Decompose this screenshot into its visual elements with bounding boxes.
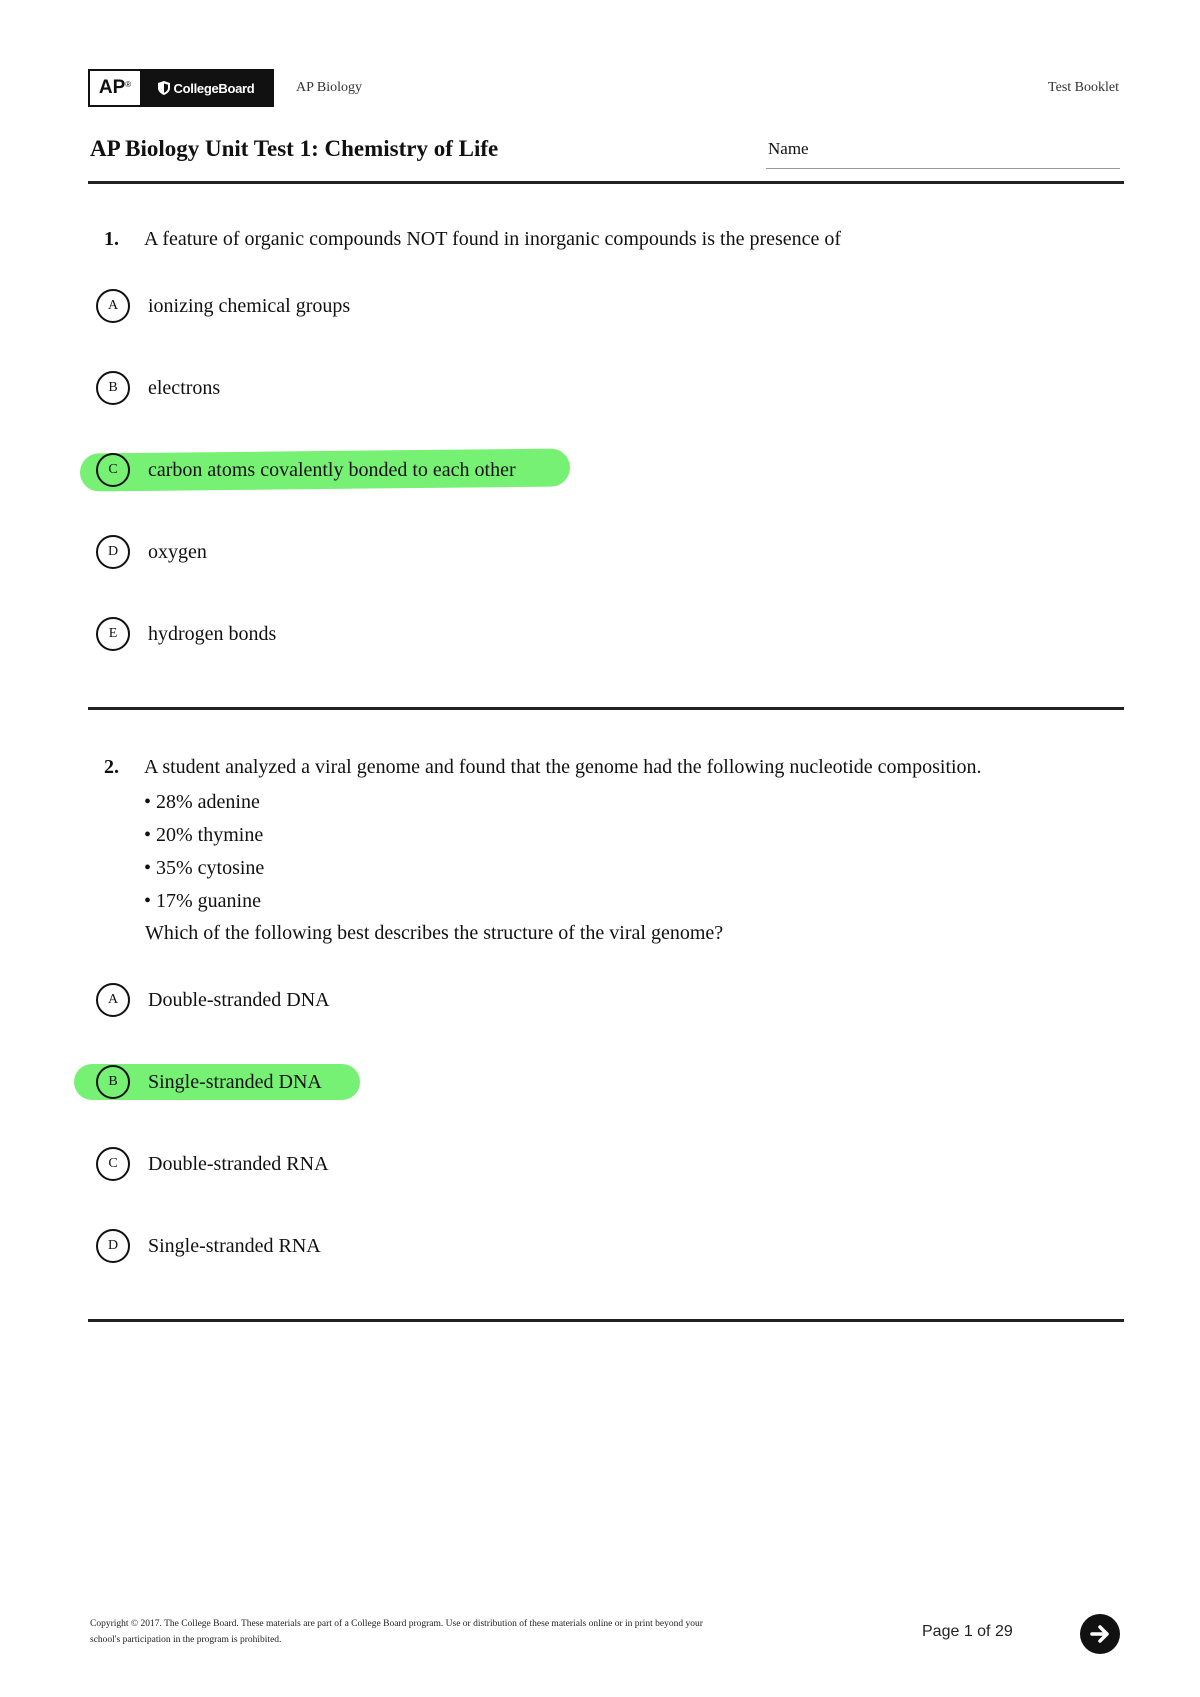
answer-bubble[interactable]: E bbox=[96, 617, 130, 651]
next-page-button[interactable] bbox=[1080, 1614, 1120, 1654]
list-item: • 28% adenine bbox=[144, 791, 260, 813]
choice-text: ionizing chemical groups bbox=[148, 294, 351, 317]
question-1-stem bbox=[104, 228, 841, 251]
q2-choice-a[interactable] bbox=[96, 980, 330, 1020]
answer-bubble[interactable]: C bbox=[96, 1147, 130, 1181]
choice-text: hydrogen bonds bbox=[148, 622, 277, 645]
question-number: 2. bbox=[104, 756, 119, 778]
list-item: • 17% guanine bbox=[144, 890, 261, 912]
q2-choice-d[interactable] bbox=[96, 1226, 321, 1266]
page-title: AP Biology Unit Test 1: Chemistry of Life bbox=[90, 136, 499, 161]
answer-bubble[interactable]: D bbox=[96, 535, 130, 569]
choice-text: carbon atoms covalently bonded to each other bbox=[148, 458, 516, 481]
answer-bubble[interactable]: A bbox=[96, 983, 130, 1017]
choice-text: Double-stranded DNA bbox=[148, 988, 330, 1011]
question-text: A feature of organic compounds NOT found in inorganic compounds is the presence of bbox=[144, 228, 842, 250]
list-item: • 35% cytosine bbox=[144, 857, 265, 879]
choice-text: electrons bbox=[148, 376, 221, 399]
answer-bubble[interactable]: B bbox=[96, 371, 130, 405]
question-number: 1. bbox=[104, 228, 119, 250]
divider bbox=[88, 707, 1124, 710]
choice-text: Single-stranded RNA bbox=[148, 1234, 321, 1257]
name-label: Name bbox=[768, 139, 809, 158]
copyright-notice: Copyright © 2017. The College Board. These materials are part of a College Board program. Use or distribution of these materials online or in print beyond your school's participation in the program is prohibited. bbox=[90, 1619, 703, 1645]
divider bbox=[88, 181, 1124, 184]
answer-bubble[interactable]: C bbox=[96, 453, 130, 487]
choice-text: Single-stranded DNA bbox=[148, 1070, 322, 1093]
ap-logo: AP ® bbox=[90, 71, 140, 105]
q1-choice-b[interactable] bbox=[96, 368, 220, 408]
q1-choice-e[interactable] bbox=[96, 614, 276, 654]
collegeboard-logo: CollegeBoard bbox=[140, 71, 272, 105]
question-text: A student analyzed a viral genome and found that the genome had the following nucleotide composition. bbox=[144, 756, 982, 778]
q1-choice-a[interactable] bbox=[96, 286, 350, 326]
ap-collegeboard-logo bbox=[88, 69, 274, 107]
shield-icon bbox=[158, 81, 170, 95]
answer-bubble[interactable]: A bbox=[96, 289, 130, 323]
page-indicator: Page 1 of 29 bbox=[922, 1623, 1013, 1640]
arrow-right-circle-icon bbox=[1087, 1621, 1113, 1647]
course-name: AP Biology bbox=[296, 80, 362, 95]
divider bbox=[88, 1319, 1124, 1322]
question-followup: Which of the following best describes the structure of the viral genome? bbox=[145, 922, 724, 944]
q1-choice-d[interactable] bbox=[96, 532, 207, 572]
q2-choice-c[interactable] bbox=[96, 1144, 329, 1184]
choice-text: oxygen bbox=[148, 540, 207, 563]
name-field[interactable] bbox=[766, 168, 1120, 169]
answer-bubble[interactable]: B bbox=[96, 1065, 130, 1099]
composition-list bbox=[144, 786, 264, 918]
question-2-stem bbox=[104, 756, 982, 779]
answer-bubble[interactable]: D bbox=[96, 1229, 130, 1263]
choice-text: Double-stranded RNA bbox=[148, 1152, 329, 1175]
list-item: • 20% thymine bbox=[144, 824, 264, 846]
booklet-label: Test Booklet bbox=[1048, 80, 1119, 95]
